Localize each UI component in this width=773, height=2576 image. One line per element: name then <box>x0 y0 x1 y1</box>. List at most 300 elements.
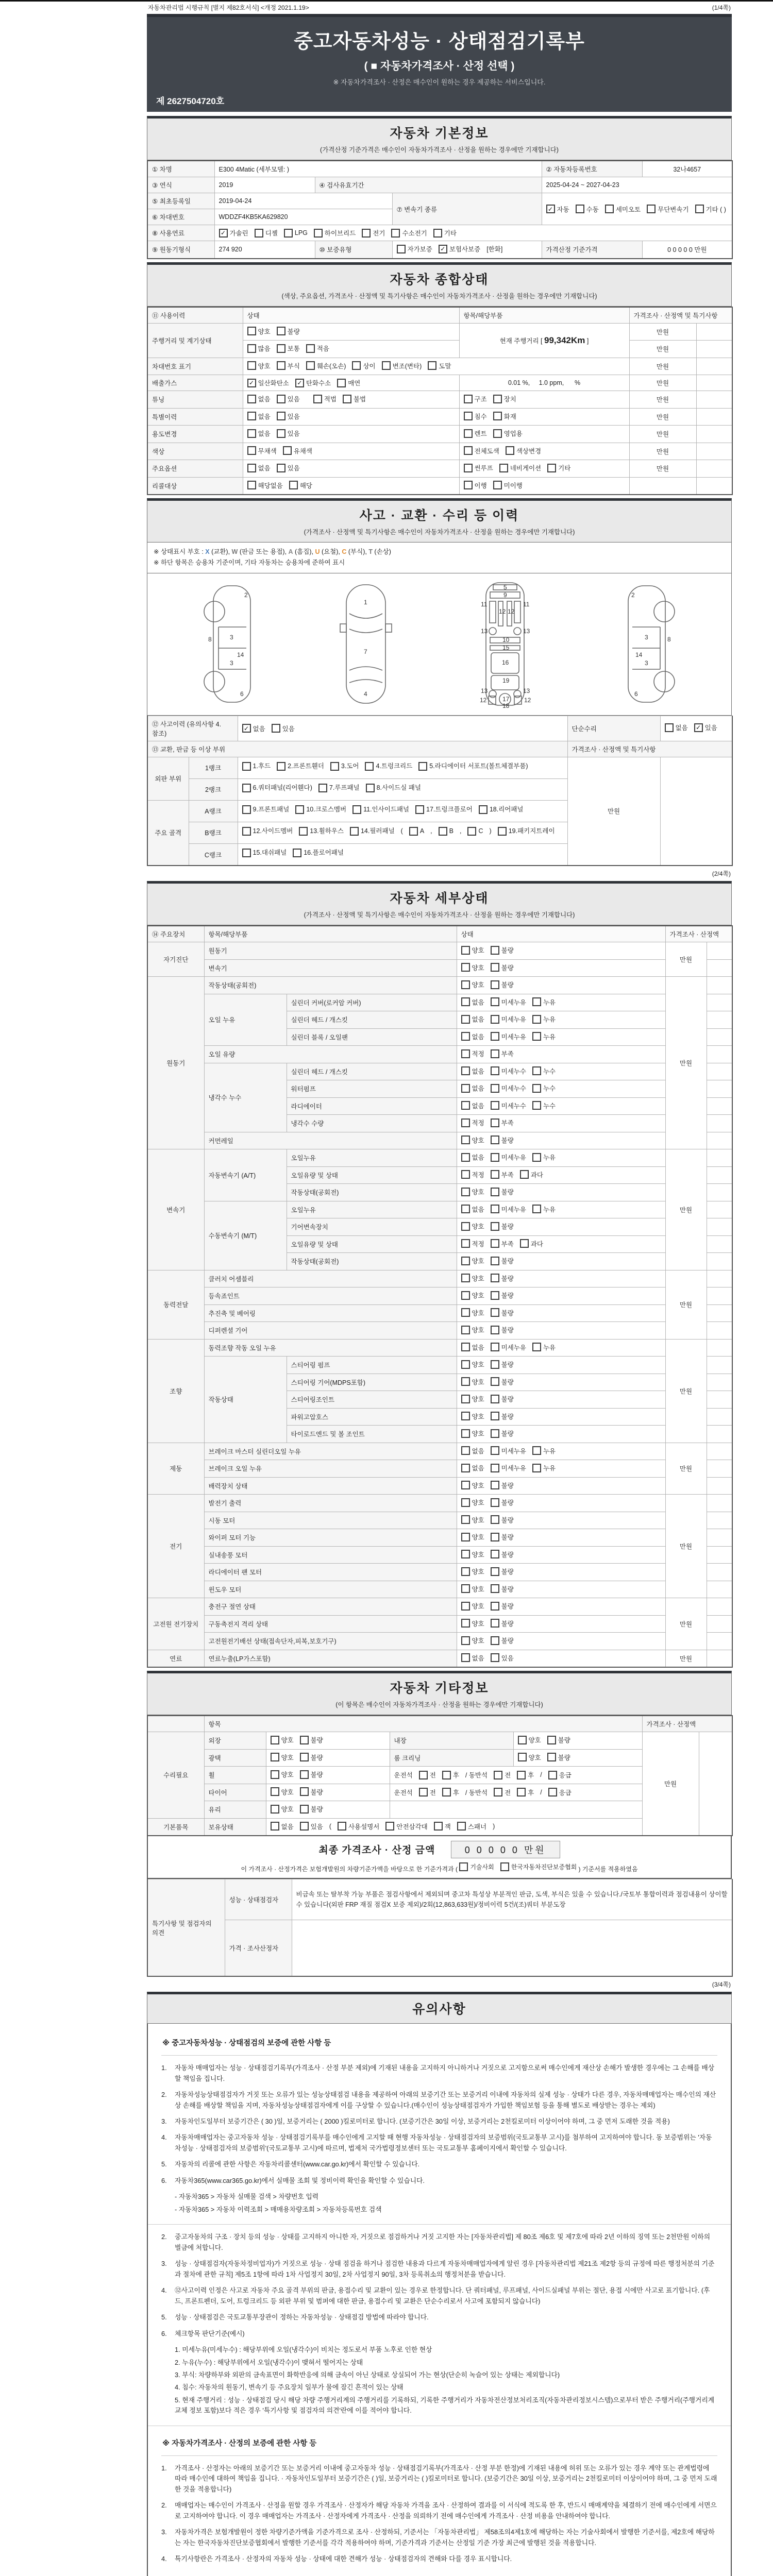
repair-item-label: 유리 <box>204 1801 266 1819</box>
checkbox-렌트[interactable] <box>464 429 487 438</box>
checkbox-누수[interactable] <box>532 1083 556 1093</box>
checkbox-없음[interactable] <box>461 1343 484 1352</box>
checkbox-양호[interactable] <box>461 1550 484 1559</box>
checkbox-유채색[interactable] <box>283 446 312 455</box>
checkbox-label: 불량 <box>501 964 514 972</box>
checkbox-침수[interactable] <box>464 412 487 421</box>
state-options <box>457 1132 665 1149</box>
checkbox-양호[interactable] <box>461 945 484 955</box>
checkbox-불법[interactable] <box>343 394 366 403</box>
checkbox-16.플로어패널[interactable] <box>293 847 344 859</box>
inspector-opinion: 비금속 또는 탈부착 가능 부품은 점검사항에서 제외되며 중고차 특성상 부분적인 판금, 도색, 부식은 있을 수 있습니다./국토부 통합이력과 점검내용이 상이할 수 있습니다(외판 FRP 재질 점검X 보증 제외)/2회(12,863,633원)/정비이력 5건/(조)쿼터 부분도장 <box>292 1879 732 1920</box>
checkbox-하이브리드[interactable] <box>314 228 356 238</box>
checkbox-불량[interactable] <box>491 1567 514 1576</box>
checkbox-적정[interactable] <box>461 1170 484 1179</box>
unchecked-checkbox-icon <box>665 723 674 732</box>
checkbox-없음[interactable] <box>461 1153 484 1162</box>
checkbox-불량[interactable] <box>491 1636 514 1645</box>
device-price: 만원 <box>665 942 707 977</box>
note-cell <box>707 1650 732 1667</box>
checkbox-양호[interactable] <box>271 1753 294 1762</box>
checkbox-B[interactable] <box>439 825 453 838</box>
checkbox-적정[interactable] <box>461 1049 484 1058</box>
item-label: 워터펌프 <box>287 1080 457 1098</box>
checkbox-없음[interactable] <box>247 412 271 421</box>
checkbox-해당없음[interactable] <box>247 481 283 490</box>
checkbox-LPG[interactable] <box>284 229 308 238</box>
checkbox-미세누유[interactable] <box>491 1205 526 1214</box>
car-diagram-left-side <box>193 580 270 708</box>
checkbox-가솔린[interactable] <box>219 228 248 238</box>
checkbox-불량[interactable] <box>300 1735 323 1744</box>
checkbox-3.도어[interactable] <box>330 760 359 773</box>
repair-item-label-2: 내장 <box>390 1732 513 1750</box>
car-diagram-top <box>330 580 402 708</box>
svg-text:1: 1 <box>363 599 367 606</box>
checkbox-불량[interactable] <box>300 1787 323 1797</box>
checkbox-양호[interactable] <box>461 1481 484 1490</box>
checkbox-양호[interactable] <box>461 1136 484 1145</box>
checkbox-5.라디에이터 서포트(볼트체결부품)[interactable] <box>418 760 528 773</box>
checkbox-불량[interactable] <box>491 1325 514 1334</box>
checkbox-불량[interactable] <box>491 1515 514 1524</box>
item-cell <box>459 443 629 460</box>
checkbox-17.트렁크플로어[interactable] <box>415 804 473 816</box>
state-options <box>457 1650 665 1667</box>
checkbox-양호[interactable] <box>461 1325 484 1334</box>
checkbox-미세누유[interactable] <box>491 1343 526 1352</box>
checkbox-양호[interactable] <box>271 1770 294 1779</box>
checkbox-양호[interactable] <box>461 1429 484 1438</box>
checkbox-label: 양호 <box>472 1361 484 1369</box>
checkbox-부족[interactable] <box>491 1049 514 1058</box>
checkbox-누수[interactable] <box>532 1066 556 1076</box>
unchecked-checkbox-icon <box>461 1257 470 1265</box>
notice-item <box>161 2329 717 2339</box>
svg-text:11: 11 <box>523 601 530 608</box>
checkbox-양호[interactable] <box>271 1804 294 1814</box>
checkbox-없음[interactable] <box>461 1032 484 1041</box>
checkbox-부족[interactable] <box>491 1239 514 1248</box>
checkbox-13.휠하우스[interactable] <box>299 825 344 838</box>
checkbox-불량[interactable] <box>300 1804 323 1814</box>
checkbox-없음[interactable] <box>247 463 271 472</box>
checkbox-누유[interactable] <box>532 1032 556 1041</box>
checkbox-양호[interactable] <box>461 1532 484 1541</box>
checkbox-있음[interactable] <box>300 1822 323 1831</box>
checkbox-부식[interactable] <box>277 361 300 370</box>
checkbox-양호[interactable] <box>461 980 484 989</box>
unchecked-checkbox-icon <box>293 849 301 857</box>
checkbox-무단변속기[interactable] <box>647 205 688 214</box>
checkbox-group <box>461 1498 514 1507</box>
unchecked-checkbox-icon <box>247 395 256 403</box>
checkbox-과다[interactable] <box>520 1170 543 1179</box>
checkbox-이행[interactable] <box>464 481 487 490</box>
unchecked-checkbox-icon <box>491 1343 499 1351</box>
checkbox-불량[interactable] <box>491 1256 514 1265</box>
checkbox-미세누수[interactable] <box>491 1066 526 1076</box>
item-label: 오일 유량 <box>204 1046 457 1063</box>
checkbox-불량[interactable] <box>491 1429 514 1438</box>
checkbox-영업용[interactable] <box>493 429 523 438</box>
checkbox-썬루프[interactable] <box>464 463 493 472</box>
checkbox-label: 없음 <box>472 1102 484 1110</box>
checkbox-양호[interactable] <box>247 327 271 336</box>
checkbox-label: LPG <box>294 229 308 236</box>
checkbox-미세누유[interactable] <box>491 1014 526 1024</box>
checkbox-불량[interactable] <box>547 1735 570 1744</box>
checkbox-양호[interactable] <box>461 1187 484 1196</box>
checkbox-부족[interactable] <box>491 1118 514 1127</box>
note-cell <box>696 391 732 409</box>
checkbox-불량[interactable] <box>547 1753 570 1762</box>
checkbox-4.트렁크리드[interactable] <box>365 760 412 773</box>
checkbox-불량[interactable] <box>491 1532 514 1541</box>
checkbox-누수[interactable] <box>532 1101 556 1110</box>
price-cell: 만원 <box>629 460 696 478</box>
checkbox-누유[interactable] <box>532 1014 556 1024</box>
checkbox-불량[interactable] <box>491 1136 514 1145</box>
checkbox-label: 양호 <box>472 964 484 972</box>
checkbox-양호[interactable] <box>461 1308 484 1317</box>
checkbox-label: 전 <box>505 1789 511 1797</box>
checkbox-양호[interactable] <box>461 1256 484 1265</box>
checkbox-기타[interactable] <box>547 463 570 472</box>
checkbox-1.후드[interactable] <box>242 760 271 773</box>
checkbox-응급[interactable] <box>548 1788 572 1797</box>
checkbox-미세누유[interactable] <box>491 1153 526 1162</box>
checkbox-미세누수[interactable] <box>491 1083 526 1093</box>
checkbox-없음[interactable] <box>461 997 484 1007</box>
checkbox-무채색[interactable] <box>247 446 277 455</box>
note-cell <box>707 1546 732 1564</box>
unchecked-checkbox-icon <box>247 429 256 438</box>
document-number: 제 2627504720호 <box>156 96 225 106</box>
checkbox-양호[interactable] <box>461 1584 484 1594</box>
checkbox-없음[interactable] <box>461 1014 484 1024</box>
checkbox-11.인사이드패널[interactable] <box>352 804 409 816</box>
checkbox-없음[interactable] <box>461 1066 484 1076</box>
svg-text:12: 12 <box>508 608 515 615</box>
state-options <box>457 1374 665 1391</box>
device-label: 변속기 <box>147 1149 204 1270</box>
checkbox-수동[interactable] <box>576 205 599 214</box>
checkbox-기술사회[interactable] <box>459 1862 494 1871</box>
checkbox-기타 ( )[interactable] <box>695 205 726 214</box>
unchecked-checkbox-icon <box>362 229 371 238</box>
checkbox-한국자동차진단보증협회[interactable] <box>500 1862 577 1871</box>
unchecked-checkbox-icon <box>247 446 256 455</box>
checkbox-양호[interactable] <box>461 1619 484 1628</box>
checkbox-기타[interactable] <box>433 228 457 238</box>
checkbox-전[interactable] <box>494 1770 511 1780</box>
item-label: 타이로드엔드 및 볼 조인트 <box>287 1426 457 1443</box>
checkbox-label: 양호 <box>258 362 271 370</box>
checkbox-불량[interactable] <box>491 980 514 989</box>
checkbox-없음[interactable] <box>461 1446 484 1455</box>
checkbox-과다[interactable] <box>520 1239 543 1248</box>
checkbox-전[interactable] <box>494 1788 511 1797</box>
checkbox-불량[interactable] <box>491 963 514 972</box>
checkbox-불량[interactable] <box>491 1377 514 1386</box>
checkbox-불량[interactable] <box>491 1619 514 1628</box>
checkbox-적정[interactable] <box>461 1118 484 1127</box>
checkbox-색상변경[interactable] <box>506 446 541 455</box>
checkbox-후[interactable] <box>442 1770 459 1780</box>
checkbox-후[interactable] <box>517 1770 534 1780</box>
checkbox-보험사보증[interactable] <box>439 244 480 253</box>
checkbox-없음[interactable] <box>247 394 271 403</box>
notice-item <box>161 2159 717 2170</box>
checkbox-없음[interactable] <box>461 1083 484 1093</box>
checkbox-없음[interactable] <box>461 1653 484 1663</box>
checkbox-없음[interactable] <box>461 1205 484 1214</box>
checkbox-전기[interactable] <box>362 228 385 238</box>
checkbox-양호[interactable] <box>461 1498 484 1507</box>
svg-text:5: 5 <box>503 584 508 591</box>
checkbox-group <box>464 412 516 421</box>
checkbox-화재[interactable] <box>493 412 516 421</box>
checkbox-label: 누유 <box>543 998 556 1006</box>
unchecked-checkbox-icon <box>491 980 499 989</box>
checkbox-양호[interactable] <box>461 1274 484 1283</box>
checkbox-미이행[interactable] <box>493 481 523 490</box>
checkbox-양호[interactable] <box>461 963 484 972</box>
checkbox-미세누유[interactable] <box>491 997 526 1007</box>
checkbox-14.필러패널[interactable] <box>350 825 395 838</box>
checkbox-9.프론트패널[interactable] <box>242 804 290 816</box>
notices-groupC-title: ※ 자동차가격조사 · 산정의 보증에 관한 사항 등 <box>161 2433 717 2456</box>
checkbox-양호[interactable] <box>247 361 271 370</box>
checkbox-양호[interactable] <box>271 1735 294 1744</box>
checkbox-C[interactable] <box>467 825 483 838</box>
checkbox-2.프론트휀더[interactable] <box>277 760 324 773</box>
final-price-amount: 0 0 0 0 0 만원 <box>451 1841 560 1858</box>
checkbox-group <box>518 1753 570 1762</box>
checkbox-부족[interactable] <box>491 1170 514 1179</box>
checkbox-양호[interactable] <box>461 1377 484 1386</box>
checkbox-불량[interactable] <box>491 1291 514 1300</box>
checkbox-12.사이드멤버[interactable] <box>242 825 293 838</box>
unchecked-checkbox-icon <box>461 1515 470 1524</box>
checkbox-있음[interactable] <box>491 1653 514 1663</box>
note-cell <box>707 1477 732 1495</box>
checkbox-불량[interactable] <box>491 1360 514 1369</box>
unchecked-checkbox-icon <box>271 1787 279 1796</box>
checkbox-18.리어패널[interactable] <box>479 804 524 816</box>
checkbox-상이[interactable] <box>352 361 375 370</box>
checkbox-미세누유[interactable] <box>491 1032 526 1041</box>
checkbox-누유[interactable] <box>532 997 556 1007</box>
checkbox-8.사이드실 패널[interactable] <box>366 782 421 794</box>
checkbox-자가보증[interactable] <box>397 244 432 253</box>
checkbox-양호[interactable] <box>461 1394 484 1403</box>
checkbox-전체도색[interactable] <box>464 446 499 455</box>
checkbox-불량[interactable] <box>491 1481 514 1490</box>
checkbox-양호[interactable] <box>461 1222 484 1231</box>
note-cell <box>707 977 732 994</box>
checkbox-19.패키지트레이[interactable] <box>498 825 555 838</box>
checkbox-A[interactable] <box>409 825 424 838</box>
checkbox-불량[interactable] <box>491 1584 514 1594</box>
checkbox-전[interactable] <box>419 1770 436 1780</box>
notice-subitem: 2. 누유(누수) : 해당부위에서 오일(냉각수)이 맺혀서 떨어지는 상태 <box>175 2358 363 2366</box>
checkbox-없음[interactable] <box>242 724 265 733</box>
checkbox-불량[interactable] <box>491 1222 514 1231</box>
unchecked-checkbox-icon <box>365 762 374 771</box>
checkbox-세미오토[interactable] <box>605 205 641 214</box>
checkbox-누유[interactable] <box>532 1205 556 1214</box>
checkbox-있음[interactable] <box>277 412 300 421</box>
checkbox-누유[interactable] <box>532 1446 556 1455</box>
checkbox-불량[interactable] <box>277 327 300 336</box>
legend-prefix: ※ 상태표시 부호 : <box>154 548 206 555</box>
checkbox-디젤[interactable] <box>255 228 278 238</box>
checkbox-미세누수[interactable] <box>491 1101 526 1110</box>
checkbox-장치[interactable] <box>493 394 516 403</box>
label-base-price: 가격산정 기준가격 <box>542 241 642 259</box>
checkbox-누유[interactable] <box>532 1153 556 1162</box>
appraiser-label: 가격 · 조사산정자 <box>225 1920 292 1977</box>
label-reg-no: ② 자동차등록번호 <box>542 161 642 177</box>
checkbox-불량[interactable] <box>491 1187 514 1196</box>
checkbox-있음[interactable] <box>272 724 295 733</box>
checkbox-양호[interactable] <box>461 1360 484 1369</box>
checkbox-있음[interactable] <box>277 429 300 438</box>
checkbox-구조[interactable] <box>464 394 487 403</box>
checkbox-훼손(오손)[interactable] <box>306 361 346 370</box>
checkbox-양호[interactable] <box>518 1735 541 1744</box>
checkbox-사용설명서[interactable] <box>338 1822 379 1831</box>
checkbox-변조(변타)[interactable] <box>382 361 422 370</box>
unchecked-checkbox-icon <box>464 464 473 472</box>
other-heading: 자동차 기타정보 <box>390 1681 489 1696</box>
checkbox-네비게이션[interactable] <box>499 463 541 472</box>
checkbox-도말[interactable] <box>428 361 451 370</box>
checkbox-불량[interactable] <box>491 1550 514 1559</box>
checkbox-양호[interactable] <box>461 1567 484 1576</box>
checkbox-있음[interactable] <box>277 394 300 403</box>
checkbox-group <box>461 1274 514 1283</box>
state-options <box>457 1460 665 1478</box>
unchecked-checkbox-icon <box>491 997 499 1006</box>
checkbox-없음[interactable] <box>665 723 688 732</box>
checkbox-많음[interactable] <box>247 344 271 353</box>
checkbox-자동[interactable] <box>546 205 569 214</box>
price-cell: 만원 <box>629 341 696 358</box>
checkbox-양호[interactable] <box>518 1753 541 1762</box>
checkbox-전[interactable] <box>419 1788 436 1797</box>
checkbox-불량[interactable] <box>300 1753 323 1762</box>
checkbox-적법[interactable] <box>313 394 337 403</box>
price-cell: 만원 <box>629 443 696 460</box>
checkbox-탄화수소[interactable] <box>295 378 331 387</box>
unchecked-checkbox-icon <box>547 1753 556 1761</box>
checkbox-양호[interactable] <box>271 1787 294 1797</box>
checkbox-불량[interactable] <box>491 945 514 955</box>
checkbox-양호[interactable] <box>461 1291 484 1300</box>
checkbox-양호[interactable] <box>461 1601 484 1611</box>
checkbox-양호[interactable] <box>461 1412 484 1421</box>
checkbox-label: 누유 <box>543 1206 556 1213</box>
checkbox-없음[interactable] <box>461 1101 484 1110</box>
checkbox-있음[interactable] <box>694 723 717 732</box>
checkbox-잭[interactable] <box>434 1822 451 1831</box>
note-cell <box>707 1028 732 1046</box>
overall-note: (색상, 주요옵션, 가격조사 · 산정액 및 특기사항은 매수인이 자동차가격조사 · 산정을 원하는 경우에만 기재합니다) <box>281 292 597 300</box>
unchecked-checkbox-icon <box>491 1015 499 1024</box>
state-options <box>457 1495 665 1512</box>
checkbox-불량[interactable] <box>300 1770 323 1779</box>
unchecked-checkbox-icon <box>491 1153 499 1162</box>
note-cell <box>707 1581 732 1598</box>
notice-number: 1. <box>161 2064 167 2072</box>
checkbox-일산화탄소[interactable] <box>247 378 289 387</box>
svg-text:16: 16 <box>502 659 509 666</box>
checkbox-group <box>461 1412 514 1421</box>
checkbox-스패너[interactable] <box>457 1822 486 1831</box>
checkbox-7.루프패널[interactable] <box>318 782 360 794</box>
checkbox-label: 많음 <box>258 345 271 352</box>
checkbox-후[interactable] <box>442 1788 459 1797</box>
checkbox-15.대쉬패널[interactable] <box>242 847 287 859</box>
unchecked-checkbox-icon <box>457 1822 466 1831</box>
checkbox-label: 12.사이드멤버 <box>253 827 293 835</box>
svg-text:14: 14 <box>635 651 643 658</box>
unchecked-checkbox-icon <box>397 245 406 253</box>
notices-groupB <box>161 2232 717 2416</box>
checkbox-불량[interactable] <box>491 1274 514 1283</box>
checkbox-불량[interactable] <box>491 1308 514 1317</box>
unchecked-checkbox-icon <box>461 1636 470 1645</box>
checkbox-후[interactable] <box>517 1788 534 1797</box>
usage-history-label: 용도변경 <box>147 426 243 443</box>
checkbox-적정[interactable] <box>461 1239 484 1248</box>
unchecked-checkbox-icon <box>352 805 361 814</box>
unchecked-checkbox-icon <box>300 1787 309 1796</box>
checkbox-양호[interactable] <box>461 1515 484 1524</box>
item-label: 고전원전기배선 상태(접속단자,피복,보호기구) <box>204 1633 457 1650</box>
unchecked-checkbox-icon <box>277 762 285 771</box>
checkbox-매연[interactable] <box>337 378 360 387</box>
unchecked-checkbox-icon <box>491 1308 499 1317</box>
checkbox-해당[interactable] <box>289 481 312 490</box>
checkbox-보통[interactable] <box>277 344 300 353</box>
checkbox-있음[interactable] <box>277 463 300 472</box>
checkbox-없음[interactable] <box>461 1463 484 1472</box>
checkbox-안전삼각대[interactable] <box>385 1822 427 1831</box>
checkbox-없음[interactable] <box>247 429 271 438</box>
checkbox-없음[interactable] <box>271 1822 294 1831</box>
checkbox-미세누유[interactable] <box>491 1446 526 1455</box>
checkbox-누유[interactable] <box>532 1343 556 1352</box>
checkbox-양호[interactable] <box>461 1636 484 1645</box>
checkbox-불량[interactable] <box>491 1412 514 1421</box>
checkbox-적음[interactable] <box>306 344 329 353</box>
checkbox-10.크로스멤버[interactable] <box>295 804 346 816</box>
checkbox-미세누유[interactable] <box>491 1463 526 1472</box>
checkbox-불량[interactable] <box>491 1498 514 1507</box>
checkbox-6.쿼터패널(리어휀다)[interactable] <box>242 782 312 794</box>
checkbox-label: 없음 <box>472 1085 484 1093</box>
checkbox-수소전기[interactable] <box>391 228 427 238</box>
checkbox-누유[interactable] <box>532 1463 556 1472</box>
checkbox-불량[interactable] <box>491 1601 514 1611</box>
checkbox-응급[interactable] <box>548 1770 572 1780</box>
item-label: 윈도우 모터 <box>204 1581 457 1598</box>
checkbox-불량[interactable] <box>491 1394 514 1403</box>
